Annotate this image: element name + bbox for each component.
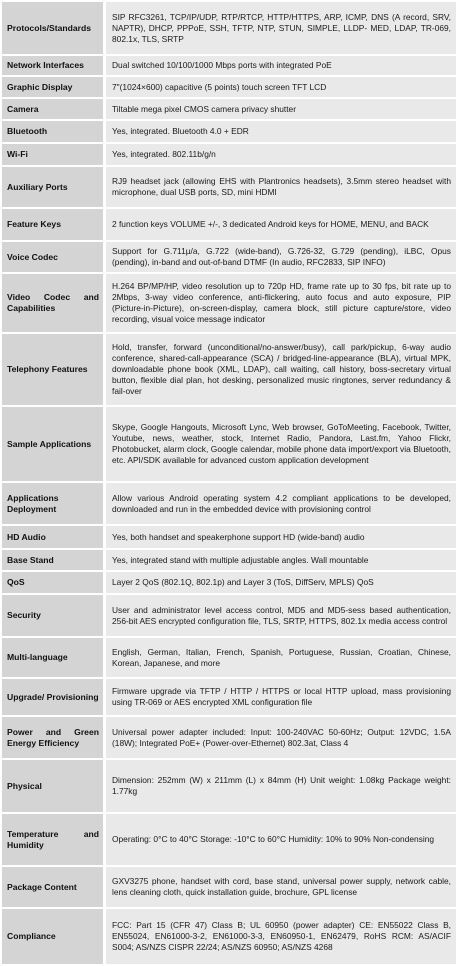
spec-value-cell: [106, 572, 456, 593]
spec-value: Support for G.711µ/a, G.722 (wide-band), G.726-32, G.729 (pending), iLBC, Opus (pending), in-band and out-of-band DTMF (In audio, RFC2833, SIP INFO): [112, 246, 451, 267]
spec-row: [2, 760, 456, 812]
spec-label: Voice Codec: [7, 251, 58, 262]
spec-value-cell: [106, 407, 456, 481]
spec-row: [2, 407, 456, 481]
spec-value: RJ9 headset jack (allowing EHS with Plantronics headsets), 3.5mm stereo headset with microphone, dual USB ports, SD, mini HDMI: [112, 176, 451, 197]
spec-label-cell: [2, 407, 103, 481]
spec-label: Video Codec and Capabilities: [7, 292, 99, 313]
spec-row: [2, 121, 456, 142]
spec-value: Hold, transfer, forward (unconditional/no-answer/busy), call park/pickup, 6-way audio conference, shared-call-appearance (SCA) / bridged-line-appearance (BLA), virtual MPK, downloadable phone book (XML, LDAP), call waiting, call history, boss-secretary virtual button, flexible dial plan, hot desking, personalized music ringtones, server redundancy & fail-over: [112, 342, 451, 396]
spec-row: [2, 717, 456, 758]
spec-value: Universal power adapter included: Input: 100-240VAC 50-60Hz; Output: 12VDC, 1.5A (18W); Integrated PoE+ (Power-over-Ethernet) 802.3at, Class 4: [112, 726, 451, 748]
spec-value: Tiltable mega pixel CMOS camera privacy shutter: [112, 103, 297, 114]
spec-label: Sample Applications: [7, 438, 92, 449]
spec-value: Firmware upgrade via TFTP / HTTP / HTTPS or local HTTP upload, mass provisioning using TR-069 or AES encrypted XML configuration file: [112, 686, 451, 707]
spec-value-cell: [106, 56, 456, 75]
spec-value-cell: [106, 209, 456, 240]
spec-value-cell: [106, 867, 456, 907]
spec-label-cell: [2, 867, 103, 907]
spec-value-cell: [106, 483, 456, 524]
spec-value-cell: [106, 144, 456, 165]
spec-label-cell: [2, 56, 103, 75]
spec-value: 7"(1024×600) capacitive (5 points) touch screen TFT LCD: [112, 81, 327, 92]
spec-row: [2, 242, 456, 272]
spec-label: Camera: [7, 103, 39, 114]
spec-label-cell: [2, 209, 103, 240]
spec-row: [2, 2, 456, 54]
spec-row: [2, 56, 456, 75]
spec-label-cell: [2, 909, 103, 964]
spec-value-cell: [106, 638, 456, 677]
spec-value-cell: [106, 909, 456, 964]
spec-value: Allow various Android operating system 4.2 compliant applications to be developed, downloaded and run in the embedded device with provisioning control: [112, 492, 451, 514]
spec-label: Protocols/Standards: [7, 22, 92, 33]
spec-value-cell: [106, 526, 456, 548]
spec-value-cell: [106, 274, 456, 332]
spec-label: Base Stand: [7, 554, 54, 565]
spec-label-cell: [2, 595, 103, 636]
spec-label-cell: [2, 242, 103, 272]
spec-label: Bluetooth: [7, 126, 48, 136]
spec-label: Graphic Display: [7, 81, 73, 92]
spec-row: [2, 909, 456, 964]
spec-value: Layer 2 QoS (802.1Q, 802.1p) and Layer 3 (ToS, DiffServ, MPLS) QoS: [112, 577, 374, 587]
spec-row: [2, 77, 456, 97]
spec-row: [2, 867, 456, 907]
spec-value: User and administrator level access control, MD5 and MD5-sess based authentication, 256-bit AES encrypted configuration file, TLS, SRTP, HTTPS, 802.1x media access control: [112, 604, 451, 626]
spec-value: GXV3275 phone, handset with cord, base stand, universal power supply, network cable, lens cleaning cloth, quick installation guide, brochure, GPL license: [112, 876, 451, 897]
spec-label-cell: [2, 144, 103, 165]
spec-label-cell: [2, 717, 103, 758]
spec-value: Yes, integrated. Bluetooth 4.0 + EDR: [112, 126, 249, 136]
spec-label: Upgrade/ Provisioning: [7, 691, 99, 702]
spec-row: [2, 595, 456, 636]
spec-value: SIP RFC3261, TCP/IP/UDP, RTP/RTCP, HTTP/HTTPS, ARP, ICMP, DNS (A record, SRV, NAPTR), DHCP, PPPoE, SSH, TFTP, NTP, STUN, SIMPLE, LLDP- MED, LDAP, TR-069, 802.1x, TLS, SRTP: [112, 11, 451, 44]
spec-row: [2, 167, 456, 207]
spec-value: Dual switched 10/100/1000 Mbps ports with integrated PoE: [112, 60, 332, 70]
spec-label-cell: [2, 334, 103, 405]
spec-value: Operating: 0°C to 40°C Storage: -10°C to 60°C Humidity: 10% to 90% Non-condensing: [112, 834, 435, 844]
spec-value: Yes, integrated. 802.11b/g/n: [112, 149, 216, 159]
spec-label: Wi-Fi: [7, 149, 28, 159]
spec-value-cell: [106, 77, 456, 97]
spec-value-cell: [106, 550, 456, 570]
spec-value-cell: [106, 167, 456, 207]
spec-value-cell: [106, 334, 456, 405]
spec-label: Network Interfaces: [7, 60, 84, 70]
spec-value: 2 function keys VOLUME +/-, 3 dedicated Android keys for HOME, MENU, and BACK: [112, 219, 429, 229]
spec-label: Multi-language: [7, 652, 68, 662]
spec-value: Yes, both handset and speakerphone support HD (wide-band) audio: [112, 531, 365, 542]
spec-label: Telephony Features: [7, 364, 88, 374]
spec-label: Feature Keys: [7, 219, 61, 229]
spec-label-cell: [2, 483, 103, 524]
spec-value-cell: [106, 99, 456, 119]
spec-label: QoS: [7, 577, 25, 587]
spec-row: [2, 334, 456, 405]
spec-label-cell: [2, 572, 103, 593]
spec-row: [2, 483, 456, 524]
spec-value-cell: [106, 595, 456, 636]
spec-row: [2, 99, 456, 119]
spec-value-cell: [106, 814, 456, 865]
spec-row: [2, 572, 456, 593]
spec-label: Applications Deployment: [7, 492, 59, 514]
spec-value-cell: [106, 121, 456, 142]
spec-value: Skype, Google Hangouts, Microsoft Lync, Web browser, GoToMeeting, Facebook, Twitter, Youtube, news, weather, stock, Internet Radio, Pandora, Last.fm, Yahoo Flickr, Photobucket, alarm clock, Google calendar, mobile phone data import/export via Bluetooth, etc. API/SDK available for advanced custom application development: [112, 422, 451, 465]
spec-label: Security: [7, 610, 41, 620]
spec-label-cell: [2, 550, 103, 570]
spec-label-cell: [2, 77, 103, 97]
spec-label: Package Content: [7, 881, 77, 892]
spec-value-cell: [106, 2, 456, 54]
spec-table: [2, 2, 456, 964]
spec-label: HD Audio: [7, 531, 46, 542]
spec-value: H.264 BP/MP/HP, video resolution up to 720p HD, frame rate up to 30 fps, bit rate up to 2Mbps, 3-way video conference, anti-flickering, auto focus and auto exposure, PIP (Picture-in-Picture), on-screen-display, camera block, still picture capture/store, video recording, visual voice message indicator: [112, 281, 451, 324]
spec-label: Compliance: [7, 931, 56, 941]
spec-row: [2, 550, 456, 570]
spec-label-cell: [2, 760, 103, 812]
spec-label-cell: [2, 2, 103, 54]
spec-value: Yes, integrated stand with multiple adjustable angles. Wall mountable: [112, 554, 369, 565]
spec-value-cell: [106, 679, 456, 715]
spec-row: [2, 679, 456, 715]
spec-row: [2, 814, 456, 865]
spec-label: Temperature and Humidity: [7, 828, 99, 850]
spec-label-cell: [2, 121, 103, 142]
spec-label-cell: [2, 638, 103, 677]
spec-value: Dimension: 252mm (W) x 211mm (L) x 84mm (H) Unit weight: 1.08kg Package weight: 1.77kg: [112, 775, 451, 796]
spec-value: English, German, Italian, French, Spanish, Portuguese, Russian, Croatian, Chinese, Korean, Japanese, and more: [112, 646, 451, 668]
spec-row: [2, 526, 456, 548]
spec-row: [2, 274, 456, 332]
spec-label-cell: [2, 274, 103, 332]
spec-label-cell: [2, 814, 103, 865]
spec-label-cell: [2, 99, 103, 119]
spec-label: Physical: [7, 780, 42, 791]
spec-row: [2, 209, 456, 240]
spec-row: [2, 638, 456, 677]
spec-label: Auxiliary Ports: [7, 181, 68, 192]
spec-label-cell: [2, 679, 103, 715]
spec-value-cell: [106, 717, 456, 758]
spec-value: FCC: Part 15 (CFR 47) Class B; UL 60950 (power adapter) CE: EN55022 Class B, EN55024, EN61000-3-2, EN61000-3-3, EN60950-1, EN62479, RoHS RCM: AS/ACIF S004; AS/NZS CISPR 22/24; AS/NZS 60950; AS/NZS 4268: [112, 920, 451, 952]
spec-row: [2, 144, 456, 165]
spec-label: Power and Green Energy Efficiency: [7, 726, 99, 748]
spec-label-cell: [2, 167, 103, 207]
spec-label-cell: [2, 526, 103, 548]
spec-value-cell: [106, 760, 456, 812]
spec-value-cell: [106, 242, 456, 272]
